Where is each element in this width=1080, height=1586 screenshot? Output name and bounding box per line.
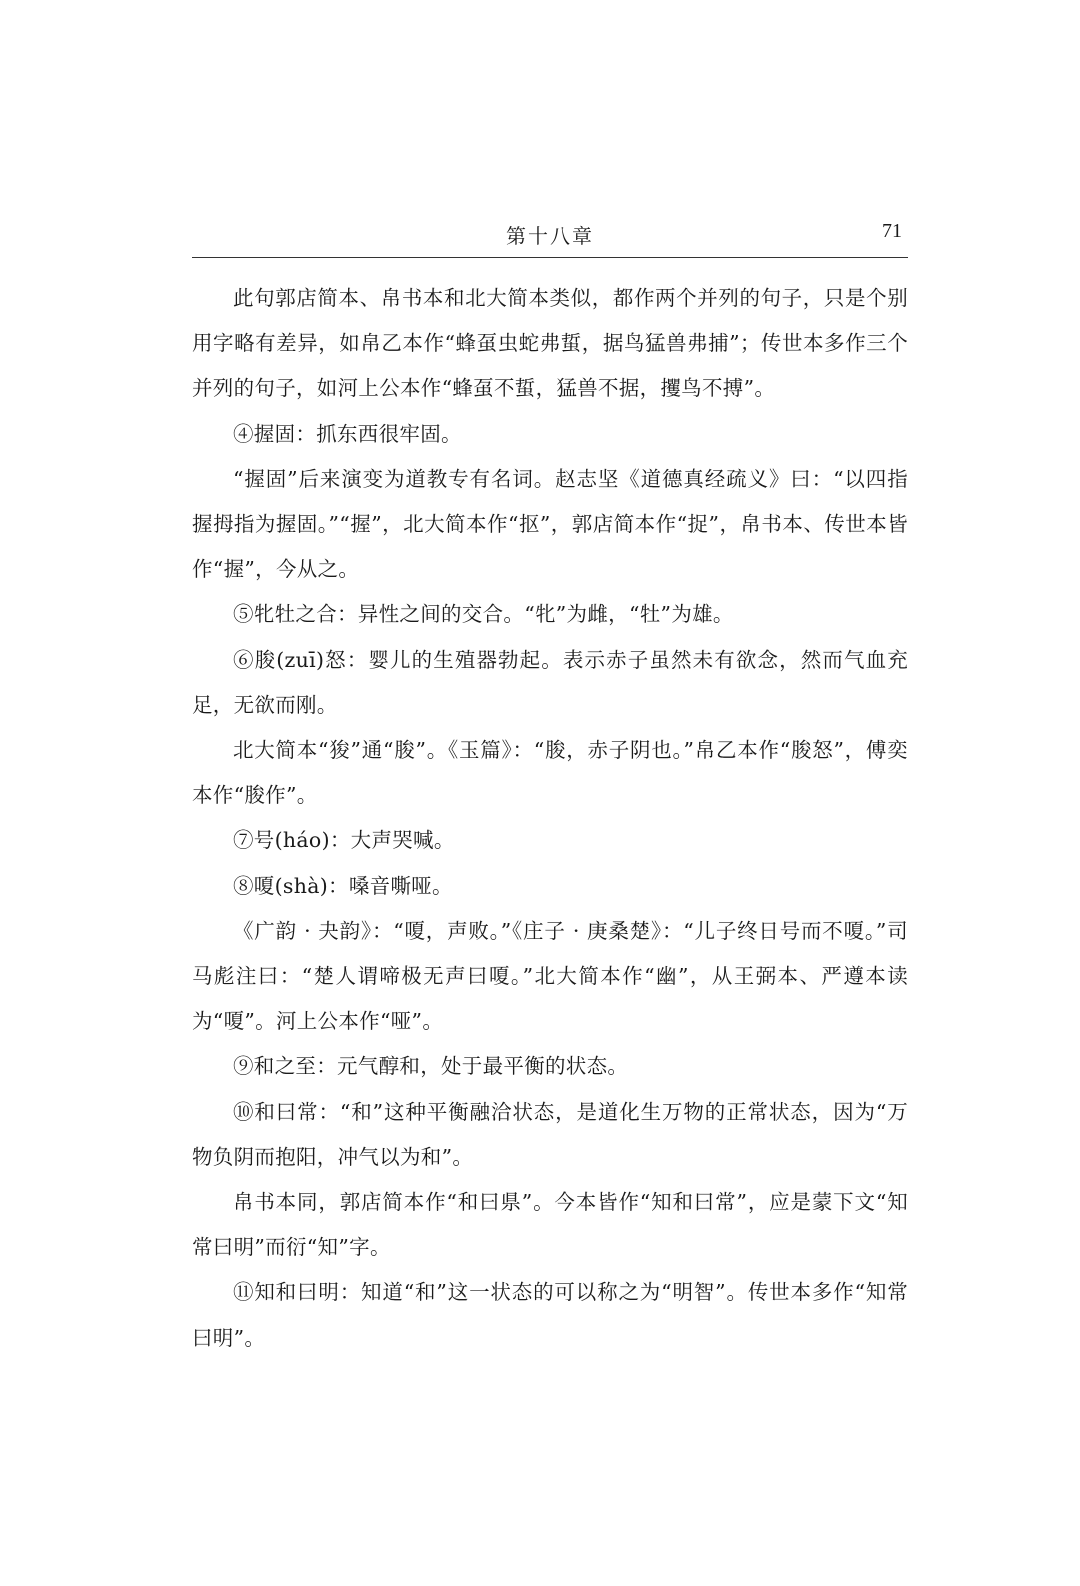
- running-header: [192, 216, 908, 254]
- note-7: ⑦号(háo)：大声哭喊。: [233, 828, 455, 853]
- header-rule: [192, 257, 908, 258]
- note-10: ⑩和曰常：“和”这种平衡融洽状态，是道化生万物的正常状态，因为“万物负阴而抱阳，冲气以为和”。: [192, 1099, 908, 1169]
- chapter-title: 第十八章: [506, 224, 594, 248]
- note-8: ⑧嗄(shà)：嗓音嘶哑。: [233, 873, 453, 898]
- paragraph: 此句郭店简本、帛书本和北大简本类似，都作两个并列的句子，只是个别用字略有差异，如帛乙本作“蜂虿虫蛇弗蜇，据鸟猛兽弗捕”；传世本多作三个并列的句子，如河上公本作“蜂虿不蜇，猛兽不据，攫鸟不搏”。: [192, 286, 908, 401]
- note-4: ④握固：抓东西很牢固。: [233, 421, 462, 446]
- note-6: ⑥朘(zuī)怒：婴儿的生殖器勃起。表示赤子虽然未有欲念，然而气血充足，无欲而刚。: [192, 647, 908, 717]
- note-9: ⑨和之至：元气醇和，处于最平衡的状态。: [233, 1054, 629, 1079]
- paragraph: 北大简本“狻”通“朘”。《玉篇》：“朘，赤子阴也。”帛乙本作“朘怒”，傅奕本作“朘作”。: [192, 738, 908, 808]
- paragraph: 帛书本同，郭店简本作“和曰県”。今本皆作“知和曰常”，应是蒙下文“知常曰明”而衍“知”字。: [192, 1190, 908, 1260]
- note-11: ⑪知和曰明：知道“和”这一状态的可以称之为“明智”。传世本多作“知常曰明”。: [192, 1280, 908, 1350]
- paragraph: 《广韵 · 夬韵》：“嗄，声败。”《庄子 · 庚桑楚》：“儿子终日号而不嗄。”司马彪注曰：“楚人谓啼极无声曰嗄。”北大简本作“幽”，从王弼本、严遵本读为“嗄”。河上公本作“哑”。: [192, 918, 908, 1034]
- page-body: [192, 276, 908, 1361]
- paragraph: “握固”后来演变为道教专有名词。赵志坚《道德真经疏义》曰：“以四指握拇指为握固。”“握”，北大简本作“抠”，郭店简本作“捉”，帛书本、传世本皆作“握”，今从之。: [192, 466, 908, 582]
- note-5: ⑤牝牡之合：异性之间的交合。“牝”为雌，“牡”为雄。: [233, 602, 734, 627]
- page-number: 71: [882, 220, 902, 242]
